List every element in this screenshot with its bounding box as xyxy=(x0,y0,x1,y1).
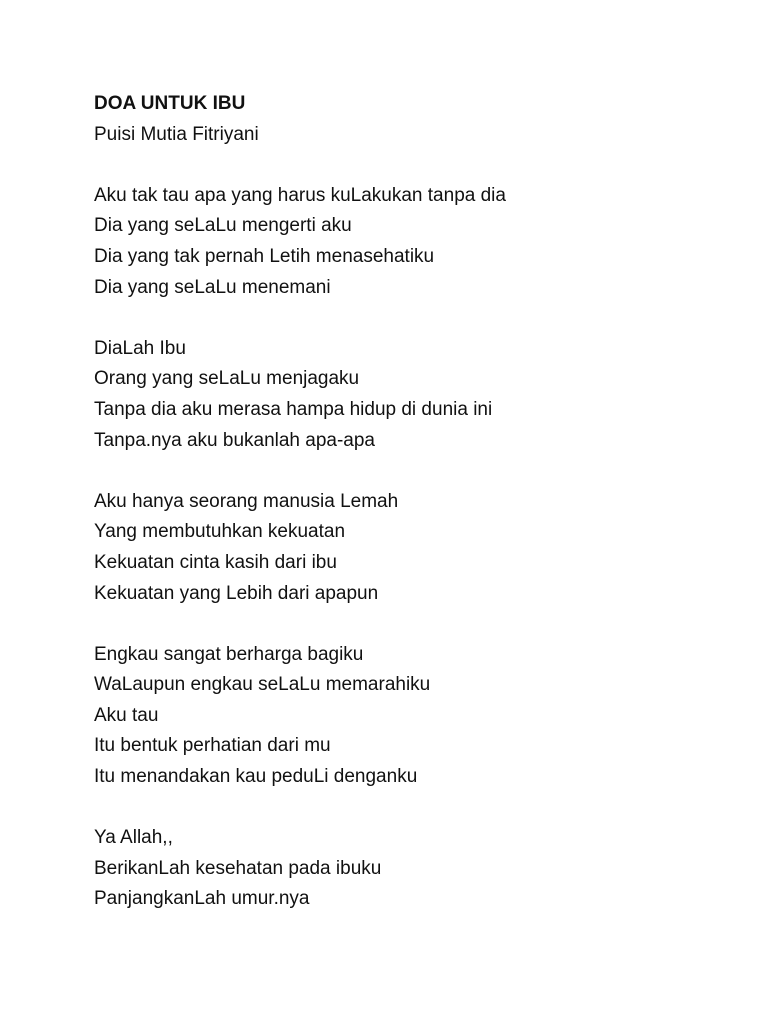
poem-line: Aku tau xyxy=(94,704,159,726)
poem-line: Yang membutuhkan kekuatan xyxy=(94,521,346,543)
poem-line: BerikanLah kesehatan pada ibuku xyxy=(94,857,382,879)
stanza-gap xyxy=(94,793,734,824)
stanza-5 xyxy=(94,823,734,915)
poem-line: Dia yang tak pernah Letih menasehatiku xyxy=(94,245,435,267)
poem-line: Aku tak tau apa yang harus kuLakukan tanpa dia xyxy=(94,184,506,206)
stanza-gap xyxy=(94,609,734,640)
stanza-3 xyxy=(94,487,734,609)
poem-line: DiaLah Ibu xyxy=(94,337,186,359)
stanza-2 xyxy=(94,334,734,456)
poem-line: Kekuatan cinta kasih dari ibu xyxy=(94,551,337,573)
poem-line: Dia yang seLaLu mengerti aku xyxy=(94,215,352,237)
poem-title: DOA UNTUK IBU xyxy=(94,93,246,114)
poem-line: Orang yang seLaLu menjagaku xyxy=(94,368,360,390)
stanza-gap xyxy=(94,150,734,181)
stanza-gap xyxy=(94,456,734,487)
stanza-1 xyxy=(94,181,734,303)
poem-author: Puisi Mutia Fitriyani xyxy=(94,123,259,145)
poem-line: Itu bentuk perhatian dari mu xyxy=(94,735,331,757)
poem-line: Ya Allah,, xyxy=(94,827,173,849)
poem-line: WaLaupun engkau seLaLu memarahiku xyxy=(94,674,431,696)
stanza-gap xyxy=(94,303,734,334)
poem-line: Tanpa dia aku merasa hampa hidup di dunia ini xyxy=(94,398,493,420)
document-page xyxy=(94,89,734,915)
stanza-4 xyxy=(94,640,734,793)
poem-line: PanjangkanLah umur.nya xyxy=(94,888,310,910)
poem-line: Itu menandakan kau peduLi denganku xyxy=(94,766,418,788)
poem-line: Kekuatan yang Lebih dari apapun xyxy=(94,582,379,604)
poem-line: Aku hanya seorang manusia Lemah xyxy=(94,490,399,512)
poem-line: Dia yang seLaLu menemani xyxy=(94,276,331,298)
poem-line: Tanpa.nya aku bukanlah apa-apa xyxy=(94,429,376,451)
poem-line: Engkau sangat berharga bagiku xyxy=(94,643,364,665)
